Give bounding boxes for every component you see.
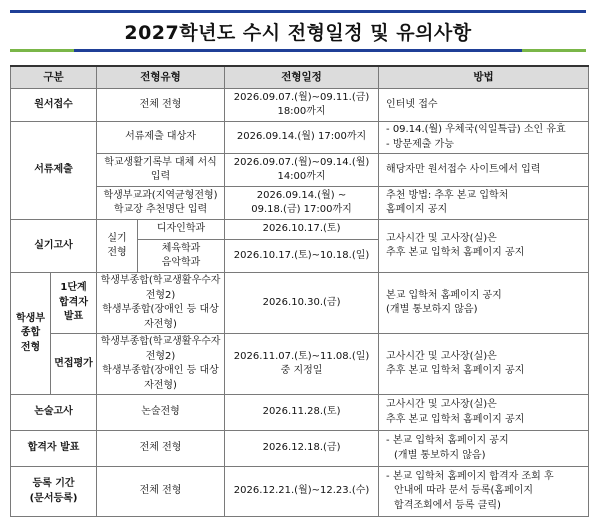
method-cell: 본교 입학처 홈페이지 공지 (개별 통보하지 않음) <box>379 273 589 334</box>
table-row <box>11 467 589 517</box>
category-cell: 논술고사 <box>11 395 97 431</box>
method-cell: - 본교 입학처 홈페이지 공지 (개별 통보하지 않음) <box>379 431 589 467</box>
method-cell: 고사시간 및 고사장(실)은 추후 본교 입학처 홈페이지 공지 <box>379 395 589 431</box>
type-cell: 전체 전형 <box>97 431 225 467</box>
dept-cell: 체육학과 음악학과 <box>138 240 225 273</box>
method-cell: 인터넷 접수 <box>379 89 589 122</box>
page-title: 2027학년도 수시 전형일정 및 유의사항 <box>124 22 472 44</box>
table-row <box>11 187 589 220</box>
method-cell: 고사시간 및 고사장(실)은 추후 본교 입학처 홈페이지 공지 <box>379 220 589 273</box>
method-cell: - 본교 입학처 홈페이지 합격자 조회 후 안내에 따라 문서 등록(홈페이지 합격조회에서 등록 클릭) <box>379 467 589 517</box>
type-cell: 전체 전형 <box>97 467 225 517</box>
table-row <box>11 273 589 334</box>
category-cell: 서류제출 <box>11 122 97 220</box>
method-cell: 해당자만 원서접수 사이트에서 입력 <box>379 154 589 187</box>
title-accent-right <box>522 49 586 52</box>
table-row <box>11 154 589 187</box>
method-cell: 고사시간 및 고사장(실)은 추후 본교 입학처 홈페이지 공지 <box>379 334 589 395</box>
method-cell: 추천 방법: 추후 본교 입학처 홈페이지 공지 <box>379 187 589 220</box>
method-cell: - 09.14.(월) 우체국(익일특급) 소인 유효 - 방문제출 가능 <box>379 122 589 154</box>
schedule-cell: 2026.12.18.(금) <box>225 431 379 467</box>
category-cell: 원서접수 <box>11 89 97 122</box>
schedule-table <box>10 65 589 517</box>
table-row <box>11 395 589 431</box>
header-category: 구분 <box>11 66 97 89</box>
type-cell: 학생부교과(지역균형전형) 학교장 추천명단 입력 <box>97 187 225 220</box>
category-cell: 실기고사 <box>11 220 97 273</box>
table-header-row <box>11 66 589 89</box>
type-cell: 학교생활기록부 대체 서식 입력 <box>97 154 225 187</box>
table-row <box>11 122 589 154</box>
schedule-cell: 2026.11.28.(토) <box>225 395 379 431</box>
schedule-cell: 2026.09.14.(월) ~ 09.18.(금) 17:00까지 <box>225 187 379 220</box>
subcategory-cell: 1단계 합격자 발표 <box>51 273 97 334</box>
table-row <box>11 220 589 240</box>
type-cell: 실기 전형 <box>97 220 138 273</box>
type-cell: 서류제출 대상자 <box>97 122 225 154</box>
type-cell: 학생부종합(학교생활우수자전형2) 학생부종합(장애인 등 대상자전형) <box>97 334 225 395</box>
category-cell: 학생부 종합 전형 <box>11 273 51 395</box>
subcategory-cell: 면접평가 <box>51 334 97 395</box>
type-cell: 학생부종합(학교생활우수자전형2) 학생부종합(장애인 등 대상자전형) <box>97 273 225 334</box>
header-method: 방법 <box>379 66 589 89</box>
title-banner <box>10 10 586 52</box>
dept-cell: 디자인학과 <box>138 220 225 240</box>
header-type: 전형유형 <box>97 66 225 89</box>
schedule-cell: 2026.09.07.(월)~09.14.(월) 14:00까지 <box>225 154 379 187</box>
schedule-cell: 2026.11.07.(토)~11.08.(일) 중 지정일 <box>225 334 379 395</box>
schedule-cell: 2026.09.07.(월)~09.11.(금) 18:00까지 <box>225 89 379 122</box>
category-cell: 합격자 발표 <box>11 431 97 467</box>
header-schedule: 전형일정 <box>225 66 379 89</box>
type-cell: 전체 전형 <box>97 89 225 122</box>
schedule-cell: 2026.12.21.(월)~12.23.(수) <box>225 467 379 517</box>
schedule-cell: 2026.09.14.(월) 17:00까지 <box>225 122 379 154</box>
schedule-cell: 2026.10.17.(토) <box>225 220 379 240</box>
table-row <box>11 431 589 467</box>
table-row <box>11 89 589 122</box>
title-accent-left <box>10 49 74 52</box>
type-cell: 논술전형 <box>97 395 225 431</box>
category-cell: 등록 기간 (문서등록) <box>11 467 97 517</box>
schedule-cell: 2026.10.17.(토)~10.18.(일) <box>225 240 379 273</box>
table-row <box>11 334 589 395</box>
schedule-cell: 2026.10.30.(금) <box>225 273 379 334</box>
